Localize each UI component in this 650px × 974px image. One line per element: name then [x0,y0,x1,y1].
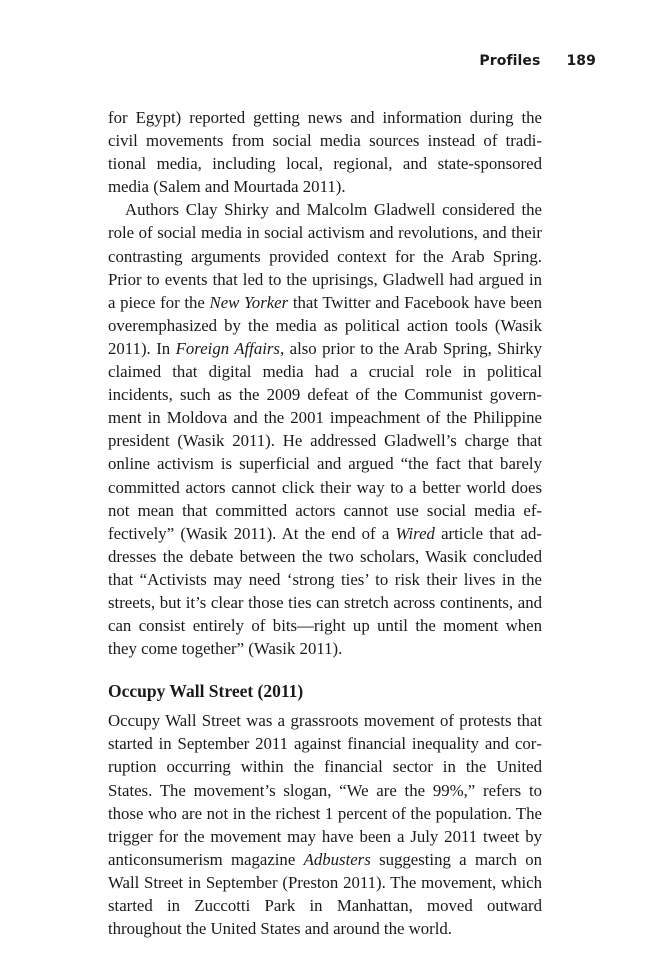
body-text [108,106,542,940]
paragraph-continued: for Egypt) reported getting news and information during the civil movements from social media sources instead of traditional media, including local, regional, and state-sponsored media (Salem and Mourtada 2011). [108,108,542,197]
paragraph-shirky-gladwell [108,198,542,660]
text-run: article that addresses the debate between the two scholars, Wasik concluded that “Activists may need ‘strong ties’ to risk their lives in the streets, but it’s clear those ties can stretch across continents, and can consist entirely of bits—right up until the moment when they come together” (Wasik 2011). [108,523,542,659]
text-run: that Twitter and Facebook have been overemphasized by the media as political action tools (Wasik 2011). In [108,292,542,358]
paragraph-occupy [108,709,542,940]
running-head-section: Profiles [479,53,541,69]
italic-title-foreign-affairs: Foreign Affairs, [175,338,285,358]
section-heading: Occupy Wall Street (2011) [108,681,304,702]
text-run: Authors Clay Shirky and Malcolm Gladwell considered the role of social media in social activism and revolutions, and their contrasting arguments provided context for the Arab Spring. Prior to events that led to the uprisings, Gladwell had argued in a piece for the [108,200,542,312]
running-head [479,53,596,69]
page-number: 189 [566,53,596,69]
italic-title-wired: Wired [395,523,435,543]
italic-title-new-yorker: New Yorker [209,292,289,312]
text-run: suggesting a march on Wall Street in September (Preston 2011). The movement, which started in Zuccotti Park in Manhattan, moved outward throughout the United States and around the world. [108,849,542,939]
text-run: Occupy Wall Street was a grassroots movement of protests that started in September 2011 against financial inequality and corruption occurring within the financial sector in the United States. The movement’s slogan, “We are the 99%,” refers to those who are not in the richest 1 percent of the population. The trigger for the movement may have been a July 2011 tweet by anticonsumerism magazine [108,711,542,869]
italic-title-adbusters: Adbusters [303,849,371,869]
text-run: also prior to the Arab Spring, Shirky claimed that digital media had a crucial role in political incidents, such as the 2009 defeat of the Communist government in Moldova and the 2001 impeachment of the Philippine president (Wasik 2011). He addressed Gladwell’s charge that online activism is superficial and argued “the fact that barely committed actors cannot click their way to a better world does not mean that committed actors cannot use social media effectively” (Wasik 2011). At the end of a [108,338,543,543]
